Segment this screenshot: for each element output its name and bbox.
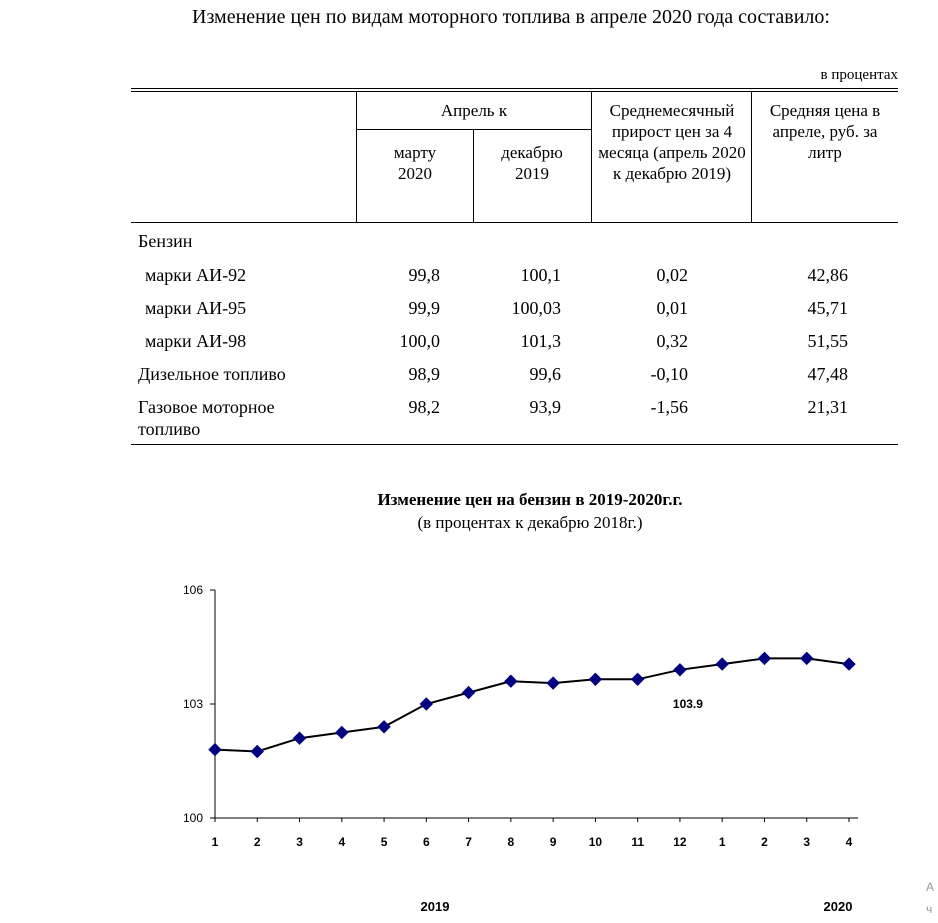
data-point	[420, 698, 432, 710]
data-point	[378, 721, 390, 733]
data-point	[589, 673, 601, 685]
cell-march: 99,8	[408, 265, 440, 285]
header-march: марту 2020	[393, 143, 437, 183]
cell-december: 100,1	[520, 265, 561, 285]
chart-subtitle: (в процентах к декабрю 2018г.)	[417, 513, 643, 532]
year-label-2020: 2020	[823, 899, 853, 914]
cell-december: 100,03	[511, 298, 561, 318]
cell-price: 21,31	[807, 397, 848, 417]
edge-glyph-1: А	[926, 880, 935, 894]
cell-monthly: -1,56	[650, 397, 688, 417]
data-point	[758, 652, 770, 664]
x-tick-label: 2	[253, 835, 261, 849]
header-december: декабрю 2019	[501, 143, 563, 183]
chart-title: Изменение цен на бензин в 2019-2020г.г.	[377, 490, 683, 509]
cell-monthly: 0,02	[656, 265, 688, 285]
data-point	[251, 746, 263, 758]
year-label-2019: 2019	[420, 899, 450, 914]
cell-price: 45,71	[807, 298, 848, 318]
cell-monthly: 0,32	[656, 331, 688, 351]
table-header-rule	[131, 222, 898, 223]
data-label-annotation: 103.9	[672, 696, 703, 711]
section-label-petrol: Бензин	[138, 231, 193, 251]
y-tick-label: 103	[182, 697, 203, 711]
header-april-group: Апрель к	[440, 101, 508, 120]
x-tick-label: 1	[718, 835, 726, 849]
data-point	[294, 732, 306, 744]
cell-monthly: 0,01	[656, 298, 688, 318]
intro-paragraph: Изменение цен по видам моторного топлива в апреле 2020 года составило:	[192, 6, 830, 28]
x-tick-label: 4	[338, 835, 346, 849]
data-point	[843, 658, 855, 670]
data-point	[336, 727, 348, 739]
cell-march: 99,9	[408, 298, 440, 318]
cell-price: 51,55	[807, 331, 848, 351]
x-tick-label: 5	[380, 835, 388, 849]
row-label: Газовое моторное топливо	[138, 397, 275, 439]
table-top-rule	[131, 88, 898, 89]
row-label: марки АИ-92	[145, 265, 247, 285]
x-tick-label: 2	[761, 835, 768, 849]
x-tick-label: 9	[549, 835, 557, 849]
x-tick-label: 1	[211, 835, 219, 849]
col-divider-4	[751, 91, 752, 222]
data-point	[505, 675, 517, 687]
x-tick-label: 8	[507, 835, 515, 849]
data-point	[209, 744, 221, 756]
col-divider-2	[473, 129, 474, 222]
cell-price: 42,86	[807, 265, 848, 285]
data-point	[801, 652, 813, 664]
row-label: марки АИ-98	[145, 331, 247, 351]
x-tick-label: 12	[673, 835, 687, 849]
header-monthly-growth: Среднемесячный прирост цен за 4 месяца (апрель 2020 к декабрю 2019)	[598, 101, 746, 183]
x-tick-label: 7	[465, 835, 472, 849]
col-divider-3	[591, 91, 592, 222]
y-tick-label: 106	[182, 583, 203, 597]
data-point	[463, 687, 475, 699]
cell-march: 98,2	[408, 397, 440, 417]
row-label: марки АИ-95	[145, 298, 247, 318]
cell-march: 98,9	[408, 364, 440, 384]
data-point	[632, 673, 644, 685]
data-point	[547, 677, 559, 689]
table-bottom-rule	[131, 444, 898, 445]
x-tick-label: 4	[845, 835, 853, 849]
x-tick-label: 3	[803, 835, 811, 849]
cell-december: 93,9	[529, 397, 561, 417]
x-tick-label: 6	[422, 835, 430, 849]
cell-march: 100,0	[399, 331, 440, 351]
x-tick-label: 10	[588, 835, 603, 849]
x-tick-label: 11	[631, 835, 645, 849]
cell-december: 101,3	[520, 331, 561, 351]
unit-note: в процентах	[820, 67, 898, 83]
cell-price: 47,48	[807, 364, 848, 384]
cell-monthly: -0,10	[650, 364, 688, 384]
header-avg-price: Средняя цена в апреле, руб. за литр	[769, 101, 881, 162]
data-point	[674, 664, 686, 676]
table-top-rule-2	[131, 91, 898, 92]
edge-glyph-2: ч	[926, 902, 933, 916]
x-tick-label: 3	[296, 835, 303, 849]
data-point	[716, 658, 728, 670]
row-label: Дизельное топливо	[138, 364, 286, 384]
cell-december: 99,6	[529, 364, 561, 384]
series-line	[215, 658, 849, 751]
y-tick-label: 100	[182, 811, 203, 825]
